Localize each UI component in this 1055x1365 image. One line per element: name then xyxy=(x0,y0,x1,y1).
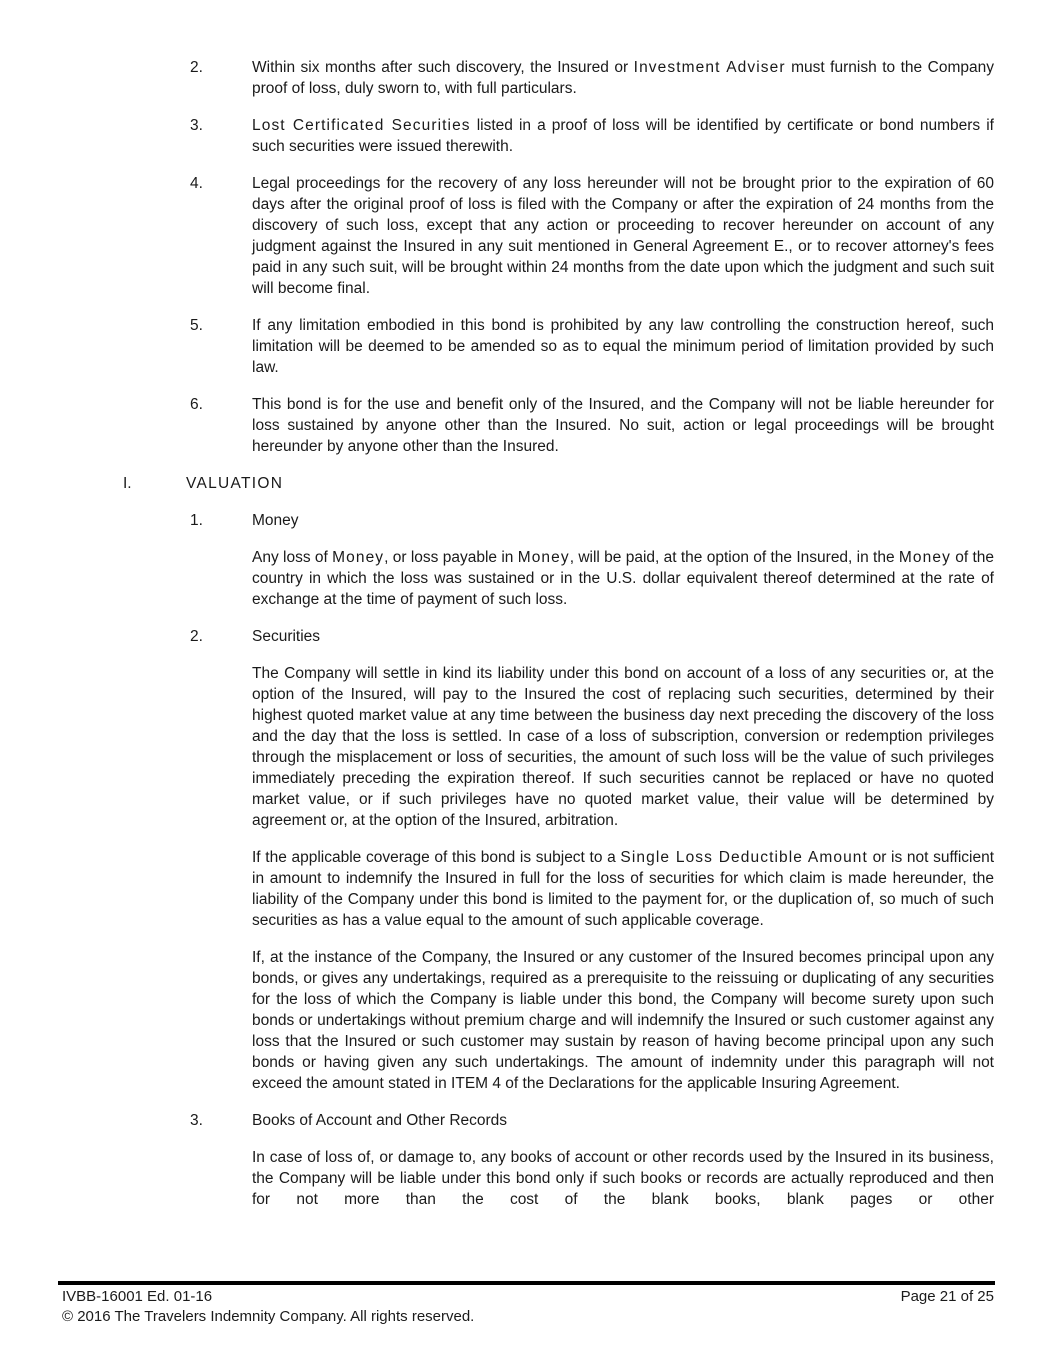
item-number: 2. xyxy=(190,59,203,76)
numbered-item xyxy=(0,510,994,531)
body-paragraph xyxy=(0,1147,994,1210)
body-paragraph xyxy=(0,663,994,831)
item-number: 4. xyxy=(190,175,203,192)
footer-divider xyxy=(58,1281,995,1285)
defined-term: Money xyxy=(517,549,570,566)
defined-term: Money xyxy=(898,549,951,566)
numbered-item xyxy=(0,1110,994,1131)
defined-term: VALUATION xyxy=(186,475,284,492)
defined-term: Lost Certificated Securities xyxy=(252,117,471,134)
numbered-item xyxy=(0,394,994,457)
footer xyxy=(62,1287,994,1307)
item-text: Lost Certificated Securities listed in a proof of loss will be identified by certificate or bond numbers if such securities were issued therewith. xyxy=(252,117,994,155)
copyright-notice: © 2016 The Travelers Indemnity Company. All rights reserved. xyxy=(62,1308,475,1325)
numbered-item xyxy=(0,173,994,299)
item-text: Within six months after such discovery, the Insured or Investment Adviser must furnish to the Company proof of loss, duly sworn to, with full particulars. xyxy=(252,59,994,97)
item-number: 2. xyxy=(190,628,203,645)
item-text: Any loss of Money, or loss payable in Money, will be paid, at the option of the Insured, in the Money of the country in which the loss was sustained or in the U.S. dollar equivalent thereof determined at the rate of exchange at the time of payment of such loss. xyxy=(252,549,995,608)
item-text: Money xyxy=(252,512,299,529)
defined-term: Money xyxy=(332,549,385,566)
item-number: 3. xyxy=(190,117,203,134)
item-text: This bond is for the use and benefit only of the Insured, and the Company will not be liable hereunder for loss sustained by anyone other than the Insured. No suit, action or legal proceedings will be brought hereunder by anyone other than the Insured. xyxy=(252,396,994,455)
defined-term: Single Loss Deductible Amount xyxy=(620,849,868,866)
numbered-item xyxy=(0,315,994,378)
body-paragraph xyxy=(0,547,994,610)
item-text: If the applicable coverage of this bond is subject to a Single Loss Deductible Amount or is not sufficient in amount to indemnify the Insured in full for the loss of securities for which claim is made hereunder, the liability of the Company under this bond is limited to the payment for, or the duplication of, so much of such securities as has a value equal to the amount of such applicable coverage. xyxy=(252,849,995,929)
item-text: The Company will settle in kind its liability under this bond on account of a loss of any securities or, at the option of the Insured, will pay to the Insured the cost of replacing such securities, determined by their highest quoted market value at any time between the business day next preceding the discovery of the loss and the day that the loss is settled. In case of a loss of subscription, conversion or redemption privileges through the misplacement or loss of securities, the amount of such loss will be the value of such privileges immediately preceding the expiration thereof. If such securities cannot be replaced or have no quoted market value, or if such privileges have no quoted market value, their value will be determined by agreement or, at the option of the Insured, arbitration. xyxy=(252,665,994,829)
item-text: If, at the instance of the Company, the Insured or any customer of the Insured becomes principal upon any bonds, or gives any undertakings, required as a prerequisite to the reissuing or duplicating of any securities for the loss of which the Company is liable under this bond, the Company will become surety upon such bonds or undertakings without premium charge and will indemnify the Insured or such customer against any loss that the Insured or such customer may sustain by reason of having become principal upon any such bonds or having given any such undertakings. The amount of indemnity under this paragraph will not exceed the amount stated in ITEM 4 of the Declarations for the applicable Insuring Agreement. xyxy=(252,949,994,1092)
item-number: 5. xyxy=(190,317,203,334)
defined-term: Investment Adviser xyxy=(633,59,786,76)
item-number: I. xyxy=(123,475,132,492)
numbered-item xyxy=(0,115,994,157)
numbered-item xyxy=(0,626,994,647)
section-heading xyxy=(0,473,994,494)
item-text: In case of loss of, or damage to, any books of account or other records used by the Insured in its business, the Company will be liable under this bond only if such books or records are actually reproduced and then for not more than the cost of the blank books, blank pages or other xyxy=(252,1149,994,1208)
page-indicator: Page 21 of 25 xyxy=(900,1288,994,1305)
document-body xyxy=(0,57,994,1226)
item-number: 1. xyxy=(190,512,203,529)
item-text: Books of Account and Other Records xyxy=(252,1112,508,1129)
numbered-item xyxy=(0,57,994,99)
item-text: Legal proceedings for the recovery of any loss hereunder will not be brought prior to the expiration of 60 days after the original proof of loss is filed with the Company or after the expiration of 24 months from the discovery of such loss, except that any action or proceeding to recover hereunder on account of any judgment against the Insured in any suit mentioned in General Agreement E., or to recover attorney's fees paid in any such suit, will be brought within 24 months from the date upon which the judgment and such suit will become final. xyxy=(252,175,994,297)
item-number: 3. xyxy=(190,1112,203,1129)
body-paragraph xyxy=(0,947,994,1094)
item-text xyxy=(186,473,928,494)
item-text: If any limitation embodied in this bond is prohibited by any law controlling the construction hereof, such limitation will be deemed to be amended so as to equal the minimum period of limitation provided by such law. xyxy=(252,317,994,376)
body-paragraph xyxy=(0,847,994,931)
item-number: 6. xyxy=(190,396,203,413)
item-text: Securities xyxy=(252,628,321,645)
form-number: IVBB-16001 Ed. 01-16 xyxy=(62,1288,213,1305)
